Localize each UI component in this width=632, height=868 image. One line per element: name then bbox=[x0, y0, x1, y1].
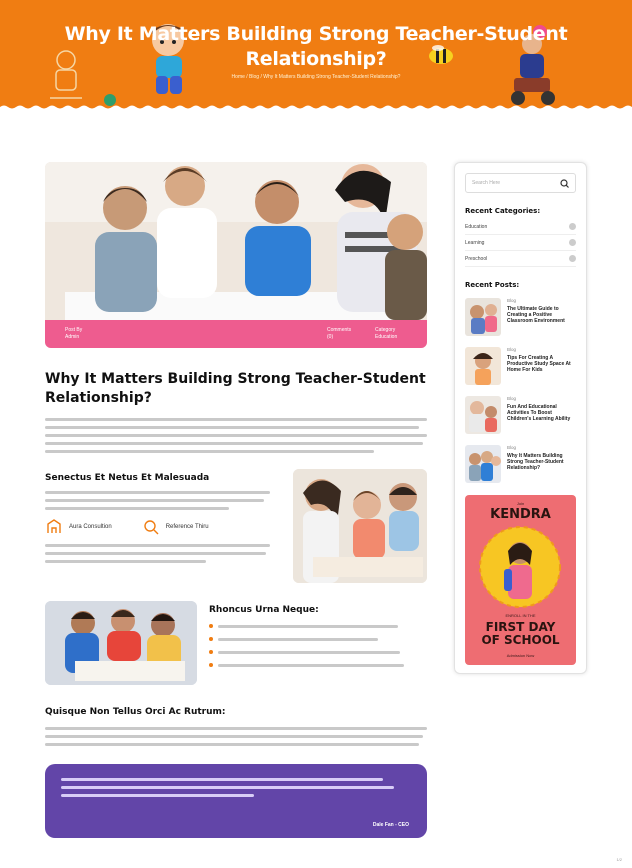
list-item bbox=[209, 663, 427, 667]
breadcrumb[interactable]: Home / Blog / Why It Matters Building Strong Teacher-Student Relationship? bbox=[231, 74, 401, 80]
list-item bbox=[209, 650, 427, 654]
post-thumbnail bbox=[465, 445, 501, 483]
recent-post-title[interactable]: Why It Matters Building Strong Teacher-Student Relationship? bbox=[507, 453, 564, 471]
section-image bbox=[293, 469, 427, 583]
ad-kicker: Join bbox=[516, 501, 525, 506]
post-thumbnail bbox=[465, 347, 501, 385]
list-item bbox=[209, 637, 427, 641]
section-senectus bbox=[45, 469, 427, 587]
recent-post-item[interactable]: Blog The Ultimate Guide to Creating a Positive Classroom Environment bbox=[465, 298, 576, 338]
category-list bbox=[465, 219, 576, 267]
category-item[interactable]: Education bbox=[465, 219, 576, 235]
section-rhoncus bbox=[45, 601, 427, 687]
ad-subline: ENROLL IN THE bbox=[505, 613, 536, 618]
recent-post-item[interactable]: Blog Tips For Creating A Productive Study Space At Home For Kids bbox=[465, 347, 576, 387]
post-content bbox=[45, 162, 427, 838]
categories-heading: Recent Categories: bbox=[465, 207, 541, 215]
ad-cta[interactable]: Admission Now bbox=[506, 653, 535, 658]
page-hero bbox=[0, 0, 632, 110]
list-item bbox=[209, 624, 427, 628]
intro-paragraph bbox=[45, 418, 427, 453]
post-comments[interactable]: Comments (0) bbox=[327, 327, 352, 340]
reference-icon bbox=[142, 518, 160, 536]
recent-posts-heading: Recent Posts: bbox=[465, 281, 520, 289]
count-badge bbox=[569, 239, 576, 246]
sidebar bbox=[454, 162, 587, 674]
section-quisque bbox=[45, 707, 427, 746]
section-image bbox=[45, 601, 197, 685]
section-title: Quisque Non Tellus Orci Ac Rutrum: bbox=[45, 707, 226, 717]
recent-post-title[interactable]: Tips For Creating A Productive Study Space At Home For Kids bbox=[507, 355, 571, 373]
page-number: 1/2 bbox=[616, 857, 622, 862]
advertisement-banner[interactable] bbox=[465, 495, 576, 665]
feature-label: Reference Thiru bbox=[165, 524, 209, 530]
recent-post-title[interactable]: Fun And Educational Activities To Boost Children's Learning Ability bbox=[507, 404, 571, 422]
post-title: Why It Matters Building Strong Teacher-Student Relationship? bbox=[45, 371, 426, 406]
recent-post-item[interactable]: Blog Fun And Educational Activities To Boost Children's Learning Ability bbox=[465, 396, 576, 436]
ad-brand: KENDRA bbox=[490, 507, 551, 522]
section-paragraph bbox=[45, 544, 275, 563]
section-paragraph bbox=[45, 491, 275, 510]
section-title: Rhoncus Urna Neque: bbox=[209, 605, 319, 615]
ad-headline-2: OF SCHOOL bbox=[481, 633, 560, 647]
group-reading-photo bbox=[45, 601, 197, 685]
post-author[interactable]: Post By Admin bbox=[65, 327, 83, 340]
recent-post-title[interactable]: The Ultimate Guide to Creating a Positive Classroom Environment bbox=[507, 306, 565, 324]
search-icon[interactable] bbox=[560, 179, 569, 188]
count-badge bbox=[569, 223, 576, 230]
count-badge bbox=[569, 255, 576, 262]
ad-kid-illustration bbox=[478, 525, 563, 610]
post-category[interactable]: Category Education bbox=[375, 327, 398, 340]
featured-image bbox=[45, 162, 427, 348]
category-item[interactable]: Learning bbox=[465, 235, 576, 251]
consultation-icon bbox=[45, 518, 63, 536]
hero-title: Why It Matters Building Strong Teacher-Student Relationship? bbox=[64, 23, 568, 70]
search-placeholder: Search Here bbox=[472, 180, 501, 186]
children-painting-photo bbox=[293, 469, 427, 583]
ad-headline-1: FIRST DAY bbox=[485, 620, 556, 634]
plant-icon bbox=[100, 92, 120, 106]
blockquote bbox=[45, 764, 427, 838]
section-paragraph bbox=[45, 727, 427, 746]
feature-label: Aura Consultion bbox=[69, 524, 112, 530]
post-meta-bar bbox=[45, 320, 427, 348]
post-thumbnail bbox=[465, 396, 501, 434]
recent-post-item[interactable]: Blog Why It Matters Building Strong Teacher-Student Relationship? bbox=[465, 445, 576, 485]
post-thumbnail bbox=[465, 298, 501, 336]
search-input[interactable] bbox=[465, 173, 576, 193]
quote-author: Dale Fan - CEO bbox=[372, 822, 409, 828]
category-item[interactable]: Preschool bbox=[465, 251, 576, 267]
section-title: Senectus Et Netus Et Malesuada bbox=[45, 473, 210, 483]
